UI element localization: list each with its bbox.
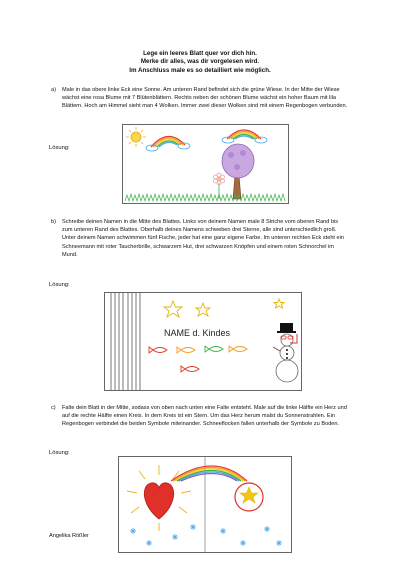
snowflakes [130, 524, 282, 546]
drawing-b [104, 292, 302, 391]
task-c-text: Falte dein Blatt in der Mitte, sodass von oben nach unten eine Falte entsteht. Male auf die linke Hälfte ein Herz und auf die rechte Hälfte einen Kreis. In dem Kreis ist ein Stern. Um das Herz herum malst du Sonnenstrahlen. Ein Regenbogen verbindet die beiden Symbole miteinander. Schneeflocken fallen unterhalb der Symbole zu Boden. [62, 405, 347, 428]
drawing-a [122, 124, 289, 204]
fish [149, 346, 247, 372]
intro-line-3: Im Anschluss male es so detailliert wie möglich. [129, 66, 271, 74]
task-a-letter: a) [51, 87, 56, 93]
stars [164, 299, 284, 317]
circle-with-star [235, 483, 263, 511]
intro-line-2: Merke dir alles, was dir vorgelesen wird. [140, 58, 260, 66]
task-a [51, 86, 350, 111]
rainbow-connect [171, 466, 247, 481]
loesung-label-b: Lösung: [49, 282, 70, 288]
task-b-letter: b) [51, 219, 56, 225]
child-name-text: NAME d. Kindes [164, 328, 231, 338]
intro-block [0, 50, 400, 75]
loesung-label-c: Lösung: [49, 450, 70, 456]
task-a-text: Male in das obere linke Eck eine Sonne. Am unteren Rand befindet sich die grüne Wiese. In der Mitte der Wiese wächst eine rosa Blume mit 7 Blütenblättern. Rechts neben der schönen Blume wächst ein hoher Baum mit lila Blättern. Hoch am Himmel sieht man 4 Wolken. Immer zwei dieser Wolken sind mit einem Regenbogen verbunden. [62, 87, 348, 110]
vertical-stripes [111, 293, 140, 390]
grass-drawing [125, 194, 285, 201]
task-b [51, 218, 350, 259]
author-footer: Angelika Rößler [49, 533, 89, 539]
task-c-letter: c) [51, 405, 56, 411]
intro-line-1: Lege ein leeres Blatt quer vor dich hin. [143, 50, 257, 57]
task-b-text: Schreibe deinen Namen in die Mitte des Blattes. Links von deinem Namen male 8 Striche vom oberen Rand bis zum unteren Rand des Blattes. Oberhalb deines Namens schweben drei Sterne, alle sind unterschiedlich groß. Unter deinem Namen schwimmen fünf Fische, jeder hat eine ganz eigene Farbe. Im unteren rechten Eck steht ein Schneemann mit roter Taucherbrille, schwarzem Hut, drei schwarzen Knöpfen und einem roten Schnorchel im Mund. [62, 219, 345, 258]
heart-drawing [144, 483, 173, 519]
loesung-label-a: Lösung: [49, 145, 70, 151]
sun-drawing [126, 127, 146, 147]
task-c [51, 404, 350, 429]
drawing-c [118, 456, 292, 553]
tree-drawing [222, 144, 254, 199]
snowman [273, 323, 298, 382]
